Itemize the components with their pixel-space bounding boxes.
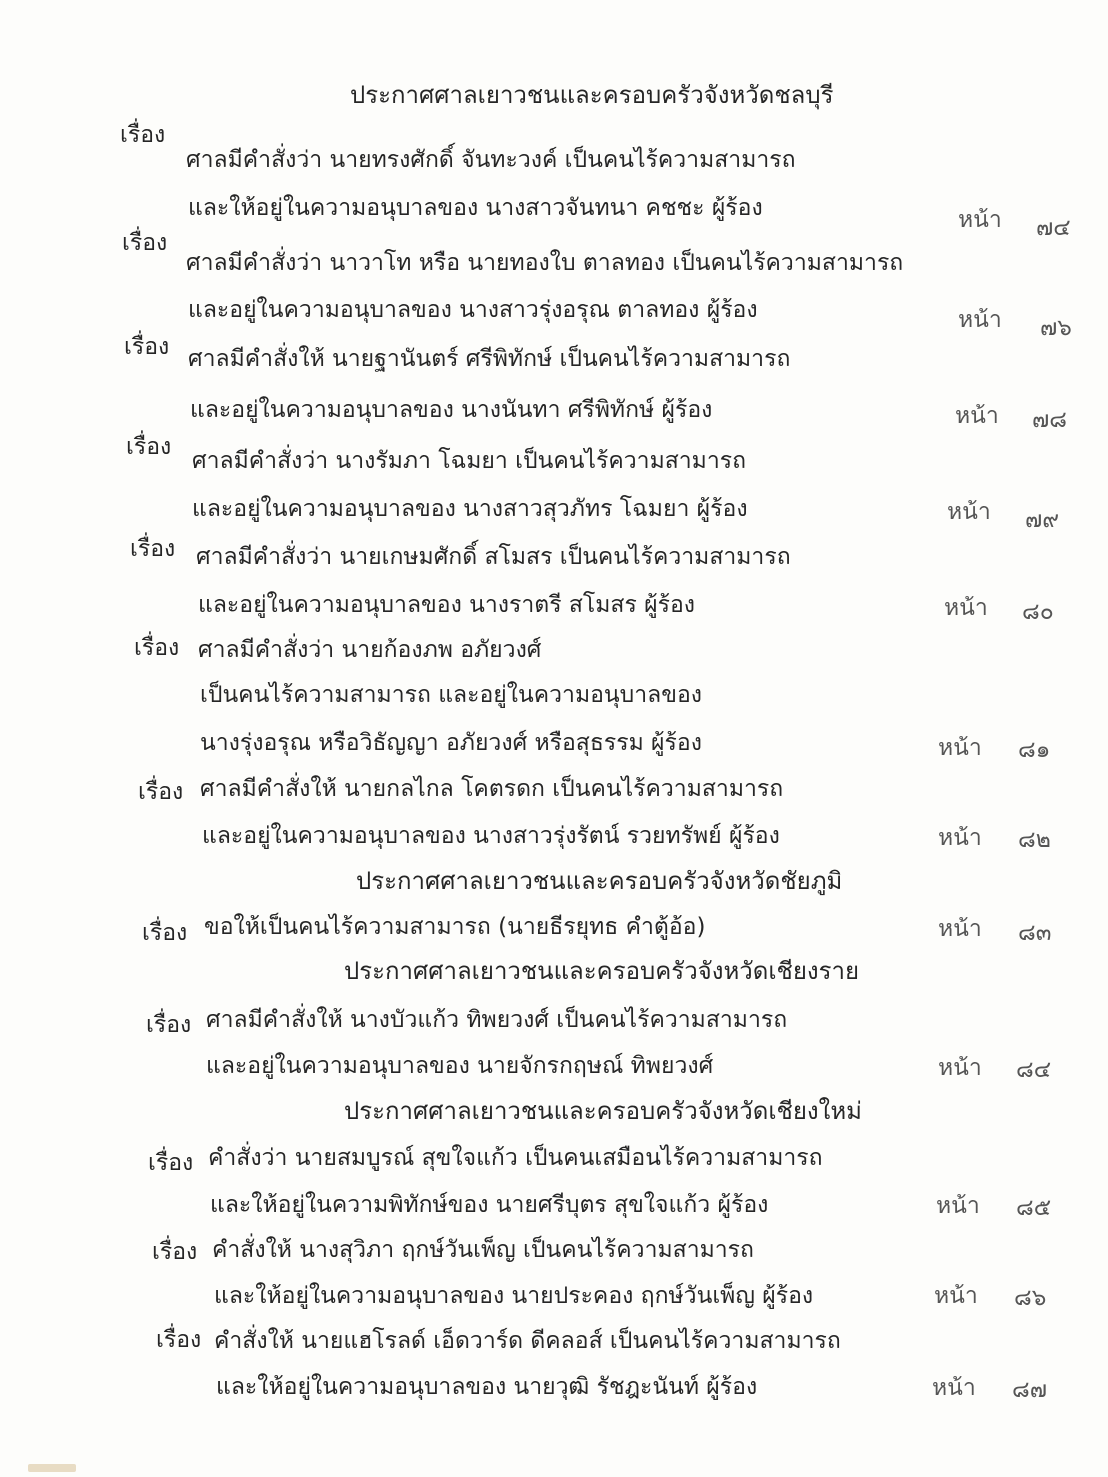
page-number: ๗๙: [1025, 507, 1060, 533]
entry-line: และให้อยู่ในความอนุบาลของ นายวุฒิ รัชฎะนันท์ ผู้ร้อง: [216, 1374, 758, 1400]
entry-label: เรื่อง: [146, 1012, 192, 1038]
entry-line: และอยู่ในความอนุบาลของ นายจักรกฤษณ์ ทิพยวงศ์: [206, 1053, 714, 1079]
page-number: ๘๔: [1016, 1057, 1052, 1083]
entry-line: นางรุ่งอรุณ หรือวิธัญญา อภัยวงศ์ หรือสุธรรม ผู้ร้อง: [200, 730, 702, 756]
entry-line: คำสั่งให้ นายแฮโรลด์ เอ็ดวาร์ด ดีคลอส์ เป็นคนไร้ความสามารถ: [214, 1328, 841, 1354]
entry-line: และอยู่ในความอนุบาลของ นางราตรี สโมสร ผู้ร้อง: [198, 592, 695, 618]
entry-label: เรื่อง: [152, 1239, 198, 1265]
entry-line: คำสั่งให้ นางสุวิภา ฤกษ์วันเพ็ญ เป็นคนไร้ความสามารถ: [212, 1237, 754, 1263]
scan-edge-mark: [28, 1464, 76, 1472]
entry-label: เรื่อง: [142, 920, 188, 946]
section-heading: ประกาศศาลเยาวชนและครอบครัวจังหวัดเชียงใหม่: [344, 1097, 862, 1125]
page-number: ๘๒: [1018, 827, 1051, 853]
page-label: หน้า: [934, 1283, 978, 1309]
section-heading: ประกาศศาลเยาวชนและครอบครัวจังหวัดเชียงราย: [344, 957, 860, 985]
entry-line: ศาลมีคำสั่งว่า นาวาโท หรือ นายทองใบ ตาลทอง เป็นคนไร้ความสามารถ: [186, 250, 904, 276]
entry-line: และอยู่ในความอนุบาลของ นางสาวสุวภัทร โฉมยา ผู้ร้อง: [192, 496, 748, 522]
page-label: หน้า: [932, 1375, 976, 1401]
entry-line: และอยู่ในความอนุบาลของ นางสาวรุ่งรัตน์ รวยทรัพย์ ผู้ร้อง: [202, 823, 780, 849]
page-label: หน้า: [938, 825, 982, 851]
page-label: หน้า: [955, 403, 999, 429]
section-heading: ประกาศศาลเยาวชนและครอบครัวจังหวัดชลบุรี: [350, 81, 834, 109]
entry-label: เรื่อง: [126, 434, 172, 460]
entry-label: เรื่อง: [124, 334, 170, 360]
page-label: หน้า: [938, 916, 982, 942]
entry-line: ศาลมีคำสั่งว่า นางรัมภา โฉมยา เป็นคนไร้ความสามารถ: [192, 448, 747, 474]
entry-label: เรื่อง: [156, 1327, 202, 1353]
entry-label: เรื่อง: [148, 1150, 194, 1176]
entry-line: และให้อยู่ในความอนุบาลของ นายประคอง ฤกษ์วันเพ็ญ ผู้ร้อง: [214, 1283, 814, 1309]
page-label: หน้า: [944, 595, 988, 621]
entry-line: คำสั่งว่า นายสมบูรณ์ สุขใจแก้ว เป็นคนเสมือนไร้ความสามารถ: [208, 1145, 823, 1171]
page-number: ๗๘: [1032, 407, 1068, 433]
entry-line: เป็นคนไร้ความสามารถ และอยู่ในความอนุบาลของ: [200, 682, 703, 708]
entry-line: และอยู่ในความอนุบาลของ นางนันทา ศรีพิทักษ์ ผู้ร้อง: [190, 397, 713, 423]
entry-label: เรื่อง: [130, 536, 176, 562]
entry-line: ขอให้เป็นคนไร้ความสามารถ (นายธีรยุทธ คำตู้อ้อ): [204, 914, 706, 940]
page-label: หน้า: [947, 499, 991, 525]
page-number: ๘๗: [1012, 1377, 1048, 1403]
section-heading: ประกาศศาลเยาวชนและครอบครัวจังหวัดชัยภูมิ: [356, 867, 843, 895]
entry-line: ศาลมีคำสั่งให้ นายกลไกล โคตรดก เป็นคนไร้ความสามารถ: [200, 776, 784, 802]
page-number: ๘๓: [1018, 920, 1052, 946]
page-number: ๘๖: [1014, 1285, 1047, 1311]
entry-line: ศาลมีคำสั่งว่า นายก้องภพ อภัยวงศ์: [198, 637, 542, 663]
entry-label: เรื่อง: [138, 779, 184, 805]
page-number: ๘๕: [1016, 1195, 1052, 1221]
page-number: ๘๑: [1018, 737, 1051, 763]
page-label: หน้า: [958, 207, 1002, 233]
page-label: หน้า: [938, 1055, 982, 1081]
entry-line: ศาลมีคำสั่งให้ นางบัวแก้ว ทิพยวงศ์ เป็นคนไร้ความสามารถ: [206, 1007, 788, 1033]
page-number: ๗๔: [1036, 215, 1071, 241]
entry-line: ศาลมีคำสั่งว่า นายทรงศักดิ์ จันทะวงค์ เป็นคนไร้ความสามารถ: [186, 147, 796, 173]
entry-line: ศาลมีคำสั่งให้ นายฐานันตร์ ศรีพิทักษ์ เป็นคนไร้ความสามารถ: [188, 346, 791, 372]
entry-label: เรื่อง: [122, 230, 168, 256]
page-number: ๘๐: [1022, 599, 1054, 625]
entry-label: เรื่อง: [134, 635, 180, 661]
page-label: หน้า: [938, 735, 982, 761]
entry-line: และให้อยู่ในความอนุบาลของ นางสาวจันทนา คชชะ ผู้ร้อง: [188, 195, 763, 221]
page-label: หน้า: [936, 1193, 980, 1219]
entry-line: และให้อยู่ในความพิทักษ์ของ นายศรีบุตร สุขใจแก้ว ผู้ร้อง: [210, 1192, 769, 1218]
page-label: หน้า: [958, 307, 1002, 333]
entry-line: และอยู่ในความอนุบาลของ นางสาวรุ่งอรุณ ตาลทอง ผู้ร้อง: [188, 297, 758, 323]
entry-line: ศาลมีคำสั่งว่า นายเกษมศักดิ์ สโมสร เป็นคนไร้ความสามารถ: [196, 544, 791, 570]
entry-label: เรื่อง: [120, 122, 166, 148]
page-number: ๗๖: [1040, 315, 1072, 341]
